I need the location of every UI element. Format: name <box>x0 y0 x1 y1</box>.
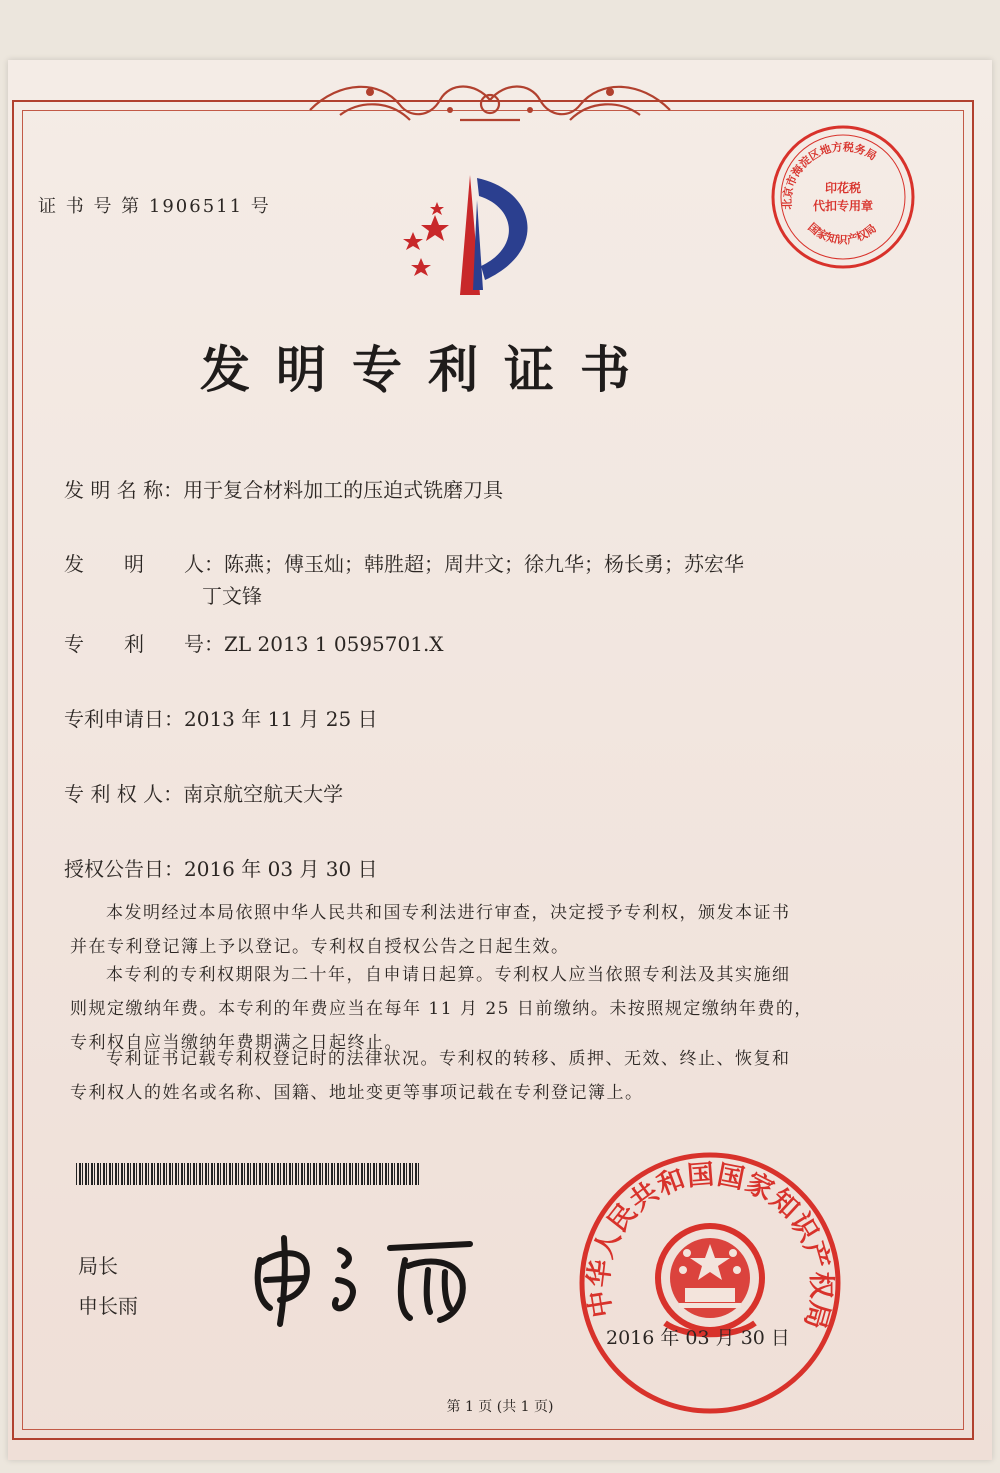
patentee-label: 专 利 权 人： <box>64 782 184 806</box>
svg-text:国家知识产权局 <box>805 220 878 247</box>
page-number: 第 1 页 (共 1 页) <box>446 1399 554 1415</box>
paragraph-3-line-2: 专利权人的姓名或名称、国籍、地址变更等事项记载在专利登记簿上。 <box>70 1083 644 1103</box>
invention-name-label: 发 明 名 称： <box>64 478 184 502</box>
patent-number-row <box>64 628 444 657</box>
inventors-value-line1: 陈燕；傅玉灿；韩胜超；周井文；徐九华；杨长勇；苏宏华 <box>224 552 744 576</box>
invention-name-value: 用于复合材料加工的压迫式铣磨刀具 <box>183 478 504 502</box>
patent-number-label: 专 利 号： <box>64 632 224 656</box>
paragraph-2-line-1: 本专利的专利权期限为二十年，自申请日起算。专利权人应当依照专利法及其实施细 <box>106 965 791 985</box>
tax-stamp-ring-text: 北京市海淀区地方税务局 <box>780 140 879 210</box>
invention-name-row <box>64 474 503 503</box>
barcode <box>76 1163 420 1185</box>
patentee-value: 南京航空航天大学 <box>183 782 344 806</box>
grant-date-row <box>64 853 378 882</box>
tax-stamp <box>768 122 918 272</box>
inventors-label: 发 明 人： <box>64 552 224 576</box>
paragraph-1-line-1: 本发明经过本局依照中华人民共和国专利法进行审查，决定授予专利权，颁发本证书 <box>106 903 791 923</box>
paragraph-2-line-3: 专利权自应当缴纳年费期满之日起终止。 <box>70 1033 403 1053</box>
official-seal <box>575 1148 845 1418</box>
tax-stamp-bottom-text: 国家知识产权局 <box>805 220 879 247</box>
paragraph-2-line-2: 则规定缴纳年费。本专利的年费应当在每年 11 月 25 日前缴纳。未按照规定缴纳年费的， <box>70 999 813 1019</box>
seal-ring-text: 中华人民共和国国家知识产权局 <box>583 1159 837 1334</box>
application-date-row <box>64 703 378 732</box>
inventors-row <box>64 548 744 577</box>
director-title: 局长 <box>78 1254 118 1278</box>
tax-stamp-center-line1: 印花税 <box>824 181 862 195</box>
application-date-value: 2013 年 11 月 25 日 <box>184 707 378 731</box>
national-emblem-icon <box>658 1226 762 1334</box>
inventors-value-line2: 丁文锋 <box>202 584 262 608</box>
certificate-number: 证 书 号 第 1906511 号 <box>38 196 271 217</box>
paragraph-3-line-1: 专利证书记载专利权登记时的法律状况。专利权的转移、质押、无效、终止、恢复和 <box>106 1049 791 1069</box>
patentee-row <box>64 778 343 807</box>
paragraph-3 <box>70 1042 870 1110</box>
patent-office-emblem-icon <box>385 170 555 310</box>
tax-stamp-center-line2: 代扣专用章 <box>812 199 874 213</box>
paragraph-1-line-2: 并在专利登记簿上予以登记。专利权自授权公告之日起生效。 <box>70 937 570 957</box>
grant-date-value: 2016 年 03 月 30 日 <box>184 857 378 881</box>
grant-date-label: 授权公告日： <box>64 857 184 881</box>
seal-date: 2016 年 03 月 30 日 <box>606 1327 790 1349</box>
director-signature <box>240 1220 490 1330</box>
director-name: 申长雨 <box>78 1294 138 1318</box>
application-date-label: 专利申请日： <box>64 707 184 731</box>
paragraph-1 <box>70 896 870 964</box>
page-title: 发明专利证书 <box>200 341 656 399</box>
top-ornament <box>300 70 680 130</box>
patent-number-value: ZL 2013 1 0595701.X <box>224 632 444 656</box>
